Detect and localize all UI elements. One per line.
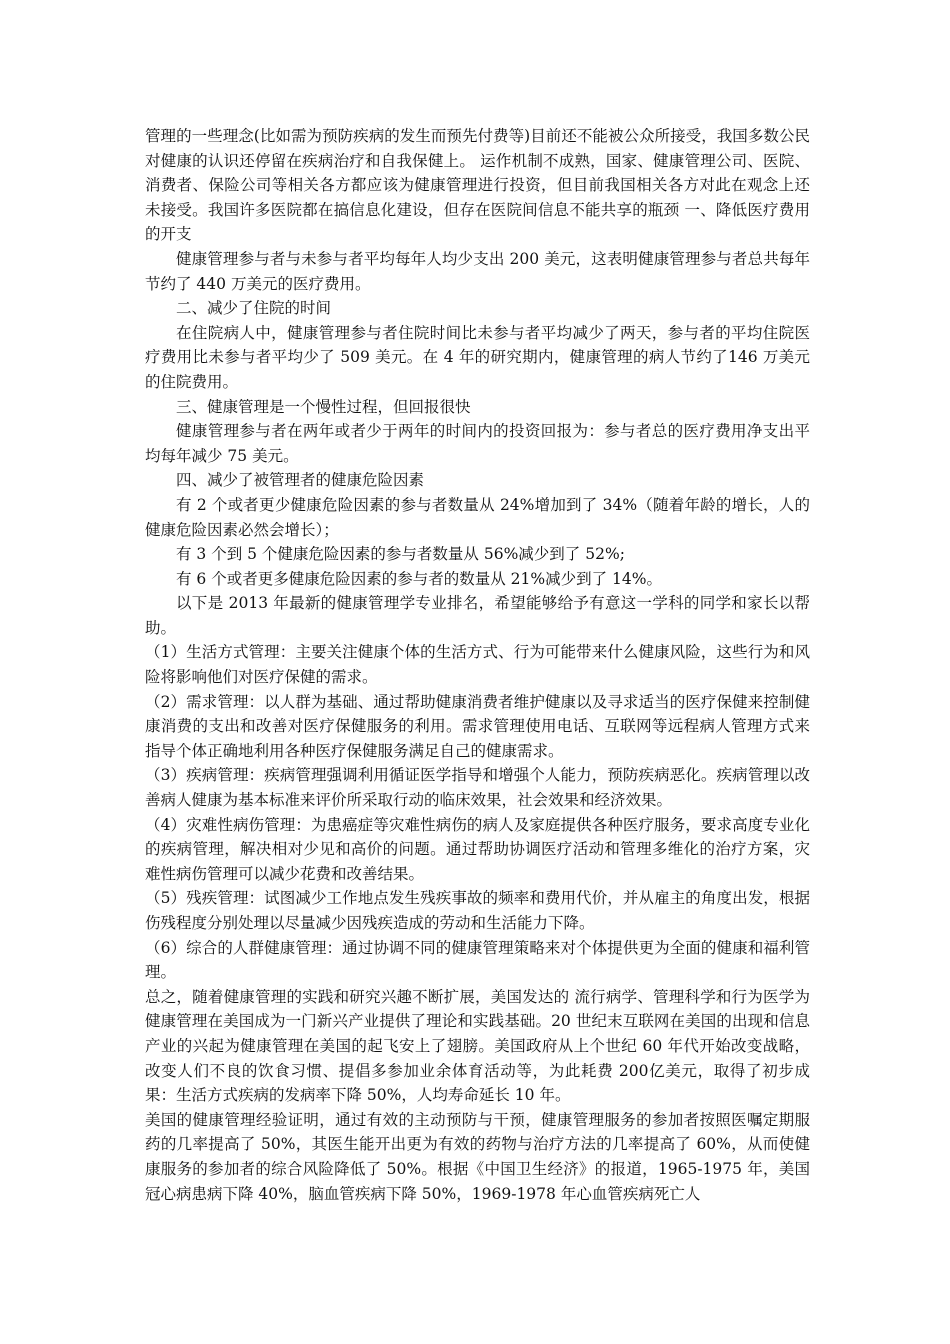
list-item-lifestyle: （1）生活方式管理：主要关注健康个体的生活方式、行为可能带来什么健康风险，这些行为和风险将影响他们对医疗保健的需求。 bbox=[145, 643, 810, 687]
section-heading-4: 四、减少了被管理者的健康危险因素 bbox=[176, 471, 425, 490]
paragraph-intro: 管理的一些理念(比如需为预防疾病的发生而预先付费等)目前还不能被公众所接受，我国多数公民对健康的认识还停留在疾病治疗和自我保健上。 运作机制不成熟，国家、健康管理公司、医院、消费者、保险公司等相关各方都应该为健康管理进行投资，但目前我国相关各方对此在观念上还未接受。我国许多医院都在搞信息化建设，但存在医院间信息不能共享的瓶颈 一、降低医疗费用的开支 bbox=[145, 127, 810, 244]
paragraph-risk-3: 有 6 个或者更多健康危险因素的参与者的数量从 21%减少到了 14%。 bbox=[176, 569, 662, 588]
paragraph-risk-2: 有 3 个到 5 个健康危险因素的参与者数量从 56%减少到了 52%; bbox=[176, 545, 625, 564]
paragraph-experience: 美国的健康管理经验证明，通过有效的主动预防与干预，健康管理服务的参加者按照医嘱定期服药的几率提高了 50%，其医生能开出更为有效的药物与治疗方法的几率提高了 60%，从而使健康服务的参加者的综合风险降低了 50%。根据《中国卫生经济》的报道，1965-1975 年，美国冠心病患病下降 40%，脑血管疾病下降 50%，1969-1978 年心血管疾病死亡人 bbox=[145, 1110, 810, 1203]
list-item-population: （6）综合的人群健康管理：通过协调不同的健康管理策略来对个体提供更为全面的健康和福利管理。 bbox=[145, 938, 810, 982]
section-heading-2: 二、减少了住院的时间 bbox=[176, 299, 332, 318]
paragraph-summary: 总之，随着健康管理的实践和研究兴趣不断扩展，美国发达的 流行病学、管理科学和行为医学为健康管理在美国成为一门新兴产业提供了理论和实践基础。20 世纪末互联网在美国的出现和信息产业的兴起为健康管理在美国的起飞安上了翅膀。美国政府从上个世纪 60 年代开始改变战略，改变人们不良的饮食习惯、提倡多参加业余体育活动等，为此耗费 200亿美元，取得了初步成果：生活方式疾病的发病率下降 50%，人均寿命延长 10 年。 bbox=[145, 987, 810, 1105]
paragraph-risk-1: 有 2 个或者更少健康危险因素的参与者数量从 24%增加到了 34%（随着年龄的增长，人的健康危险因素必然会增长）； bbox=[145, 495, 810, 539]
list-item-disease: （3）疾病管理：疾病管理强调利用循证医学指导和增强个人能力，预防疾病恶化。疾病管理以改善病人健康为基本标准来评价所采取行动的临床效果，社会效果和经济效果。 bbox=[145, 766, 810, 810]
paragraph-cost: 健康管理参与者与未参与者平均每年人均少支出 200 美元，这表明健康管理参与者总共每年节约了 440 万美元的医疗费用。 bbox=[145, 249, 810, 293]
list-item-demand: （2）需求管理：以人群为基础、通过帮助健康消费者维护健康以及寻求适当的医疗保健来控制健康消费的支出和改善对医疗保健服务的利用。需求管理使用电话、互联网等远程病人管理方式来指导个体正确地利用各种医疗保健服务满足自己的健康需求。 bbox=[145, 692, 810, 760]
list-item-disability: （5）残疾管理：试图减少工作地点发生残疾事故的频率和费用代价，并从雇主的角度出发，根据伤残程度分别处理以尽量减少因残疾造成的劳动和生活能力下降。 bbox=[145, 889, 810, 932]
paragraph-hospital: 在住院病人中，健康管理参与者住院时间比未参与者平均减少了两天，参与者的平均住院医疗费用比未参与者平均少了 509 美元。在 4 年的研究期内，健康管理的病人节约了146 万美元的住院费用。 bbox=[145, 323, 810, 391]
paragraph-ranking: 以下是 2013 年最新的健康管理学专业排名，希望能够给予有意这一学科的同学和家长以帮助。 bbox=[145, 594, 810, 637]
paragraph-return: 健康管理参与者在两年或者少于两年的时间内的投资回报为：参与者总的医疗费用净支出平均每年减少 75 美元。 bbox=[145, 422, 810, 465]
section-heading-3: 三、健康管理是一个慢性过程，但回报很快 bbox=[176, 397, 471, 416]
list-item-catastrophic: （4）灾难性病伤管理：为患癌症等灾难性病伤的病人及家庭提供各种医疗服务，要求高度专业化的疾病管理，解决相对少见和高价的问题。通过帮助协调医疗活动和管理多维化的治疗方案，灾难性病伤管理可以减少花费和改善结果。 bbox=[145, 815, 810, 883]
